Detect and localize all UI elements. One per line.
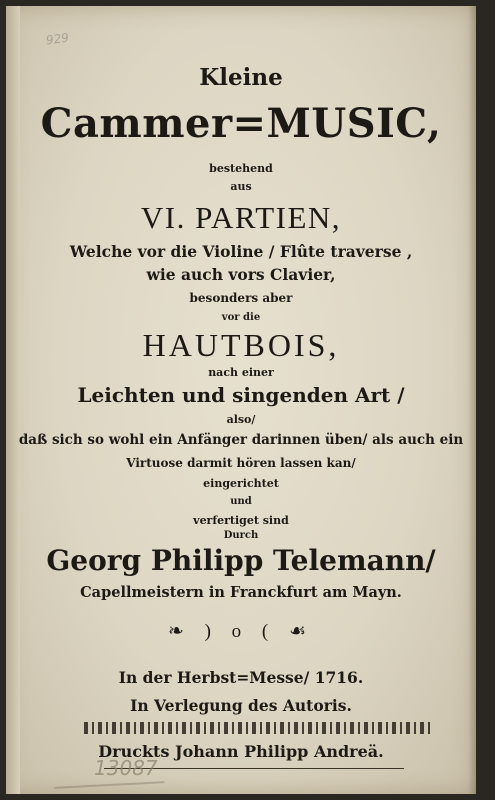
text-leichten-art: Leichten und singenden Art / (77, 383, 405, 407)
shelf-mark: 929 (45, 30, 70, 48)
text-verfertiget: verfertiget sind (193, 514, 289, 527)
text-bestehend: bestehend (209, 162, 273, 175)
title-page (6, 6, 476, 794)
composer-title: Capellmeistern in Franckfurt am Mayn. (80, 584, 402, 601)
title-cammer-music: Cammer=MUSIC, (40, 100, 442, 147)
text-vor-die: vor die (221, 312, 261, 323)
text-virtuose: Virtuose darmit hören lassen kan/ (126, 456, 356, 470)
composer-name: Georg Philipp Telemann/ (46, 544, 436, 577)
text-clavier: wie auch vors Clavier, (146, 265, 336, 284)
fleuron-ornament: ❧ ) o ( ☙ (167, 621, 315, 642)
ornamental-border (84, 722, 432, 734)
inventory-number: 13087 (94, 756, 158, 780)
text-besonders: besonders aber (189, 291, 293, 305)
title-hautbois: HAUTBOIS, (142, 327, 340, 363)
text-nach-einer: nach einer (208, 366, 274, 379)
imprint-date: In der Herbst=Messe/ 1716. (118, 668, 364, 687)
inventory-stamp (48, 750, 198, 800)
title-partien: VI. PARTIEN, (140, 200, 342, 235)
title-kleine: Kleine (199, 64, 283, 91)
text-aus: aus (230, 180, 252, 193)
text-und: und (230, 496, 252, 507)
text-durch: Durch (223, 530, 259, 541)
text-instruments: Welche vor die Violine / Flûte traverse , (69, 242, 413, 261)
imprint-printer: Druckts Johann Philipp Andreä. (98, 742, 384, 761)
text-anfaenger: daß sich so wohl ein Anfänger darinnen üben/ als auch ein (18, 432, 464, 448)
imprint-publisher: In Verlegung des Autoris. (130, 696, 352, 715)
text-eingerichtet: eingerichtet (203, 477, 279, 490)
text-also: also/ (226, 413, 256, 426)
